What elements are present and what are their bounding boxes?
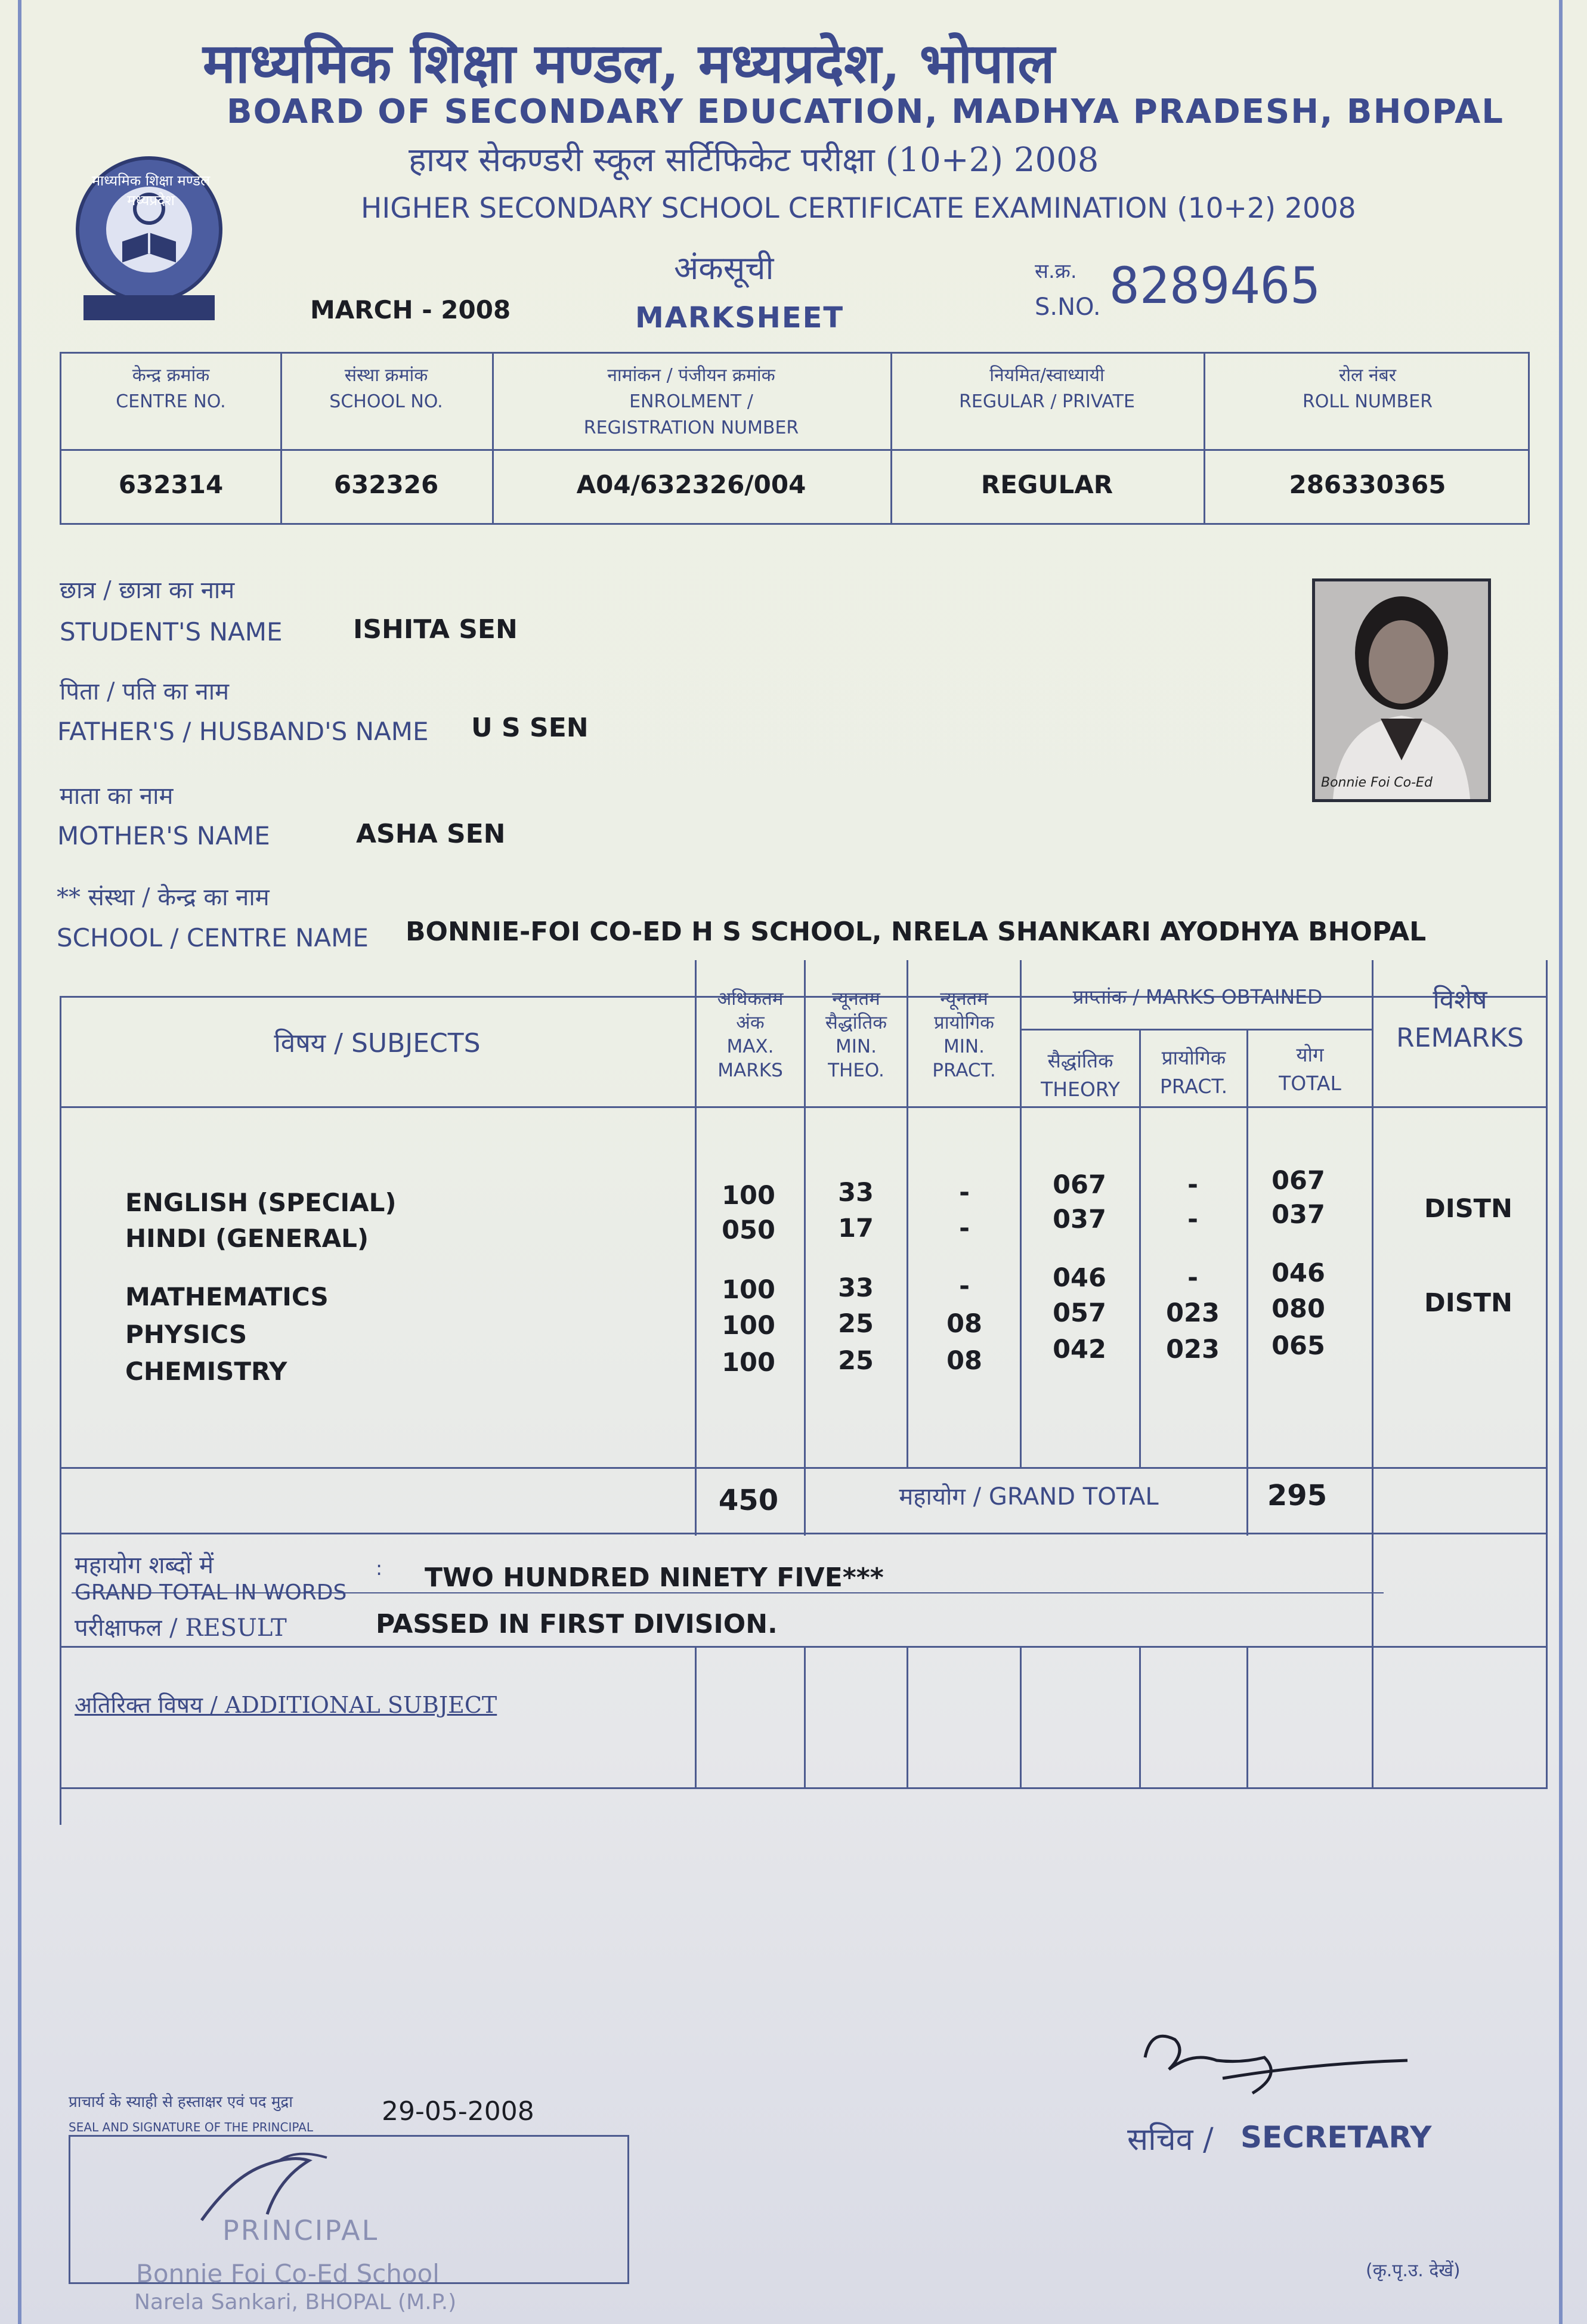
header-line: न्यूनतम xyxy=(940,988,988,1010)
theory-marks-cell: 037 xyxy=(1053,1205,1106,1234)
seal-school-name: Bonnie Foi Co-Ed School xyxy=(136,2259,440,2288)
table-grid-line xyxy=(1246,1029,1248,1536)
header-hindi: रोल नंबर xyxy=(1339,365,1396,386)
principal-signature-label-hindi: प्राचार्य के स्याही से हस्ताक्षर एवं पद मुद्रा xyxy=(69,2093,293,2111)
student-photo xyxy=(1312,578,1491,802)
min-practical-cell: 08 xyxy=(946,1309,982,1339)
table-grid-line xyxy=(1020,1646,1022,1789)
header-line: PRACT. xyxy=(1159,1075,1228,1098)
student-photo-image xyxy=(1315,581,1488,799)
board-name-english: BOARD OF SECONDARY EDUCATION, MADHYA PRADESH, BHOPAL xyxy=(227,92,1504,131)
roll-number-value: 286330365 xyxy=(1289,470,1446,499)
header-line: PRACT. xyxy=(932,1060,996,1081)
header-line: सैद्धांतिक xyxy=(1047,1049,1113,1072)
father-name-label-hindi: पिता / पति का नाम xyxy=(60,678,230,705)
overleaf-note: (कृ.पृ.उ. देखें) xyxy=(1366,2260,1461,2281)
header-hindi: नियमित/स्वाध्यायी xyxy=(989,365,1105,386)
result-value: PASSED IN FIRST DIVISION. xyxy=(376,1609,778,1639)
mother-name-label: MOTHER'S NAME xyxy=(57,821,270,850)
total-marks-cell: 037 xyxy=(1272,1200,1325,1230)
table-grid-line xyxy=(1372,960,1373,1789)
father-name: U S SEN xyxy=(471,713,589,743)
subjects-header: विषय / SUBJECTS xyxy=(274,1028,481,1059)
table-grid-line xyxy=(1139,1646,1141,1789)
marksheet-title-english: MARKSHEET xyxy=(635,301,844,335)
header-line: MARKS xyxy=(717,1060,783,1081)
table-divider xyxy=(61,449,1528,451)
header-line: अधिकतम xyxy=(717,988,784,1010)
header-line: MIN. xyxy=(836,1036,877,1057)
max-marks-cell: 100 xyxy=(722,1181,775,1211)
words-label-hindi: महायोग शब्दों में xyxy=(75,1552,214,1579)
header-hindi: संस्था क्रमांक xyxy=(344,365,428,386)
serial-number: 8289465 xyxy=(1109,256,1321,315)
table-grid-line xyxy=(60,996,61,1825)
mother-name-label-hindi: माता का नाम xyxy=(60,782,174,810)
serial-label-english: S.NO. xyxy=(1035,293,1101,321)
practical-marks-cell: 023 xyxy=(1166,1335,1220,1364)
header-line: THEORY xyxy=(1041,1078,1120,1101)
grand-total-in-words: TWO HUNDRED NINETY FIVE*** xyxy=(425,1562,884,1593)
school-no-header xyxy=(280,363,492,415)
header-line: THEO. xyxy=(828,1060,884,1081)
header-english: SCHOOL NO. xyxy=(329,391,443,412)
registration-info-table xyxy=(60,352,1530,525)
total-marks-cell: 046 xyxy=(1272,1258,1325,1288)
header-line: अंक xyxy=(736,1012,765,1033)
regular-private-header xyxy=(890,363,1204,415)
centre-no-header xyxy=(61,363,280,415)
table-grid-line xyxy=(804,1646,806,1789)
max-marks-cell: 050 xyxy=(722,1215,775,1245)
grand-total-label: महायोग / GRAND TOTAL xyxy=(899,1483,1159,1511)
theory-marks-cell: 067 xyxy=(1053,1170,1106,1200)
theory-marks-cell: 057 xyxy=(1053,1298,1106,1328)
subject-name: PHYSICS xyxy=(125,1320,248,1349)
marks-obtained-header: प्राप्तांक / MARKS OBTAINED xyxy=(1072,985,1323,1008)
school-name-label-hindi: ** संस्था / केन्द्र का नाम xyxy=(57,884,270,911)
student-name-label: STUDENT'S NAME xyxy=(60,617,283,646)
remarks-header xyxy=(1373,981,1546,1057)
secretary-signature-icon xyxy=(1133,2016,1419,2111)
min-theory-cell: 25 xyxy=(838,1309,874,1339)
min-practical-cell: - xyxy=(959,1178,970,1208)
roll-number-header xyxy=(1204,363,1532,415)
remarks-cell: DISTN xyxy=(1424,1194,1512,1224)
header-line: MAX. xyxy=(726,1036,774,1057)
header-english: REGULAR / PRIVATE xyxy=(959,391,1135,412)
result-label: परीक्षाफल / RESULT xyxy=(75,1614,287,1642)
photo-stamp: Bonnie Foi Co-Ed xyxy=(1321,775,1433,790)
total-marks-cell: 065 xyxy=(1272,1331,1325,1361)
board-name-hindi: माध्यमिक शिक्षा मण्डल, मध्यप्रदेश, भोपाल xyxy=(203,31,1055,95)
header-english: ENROLMENT / REGISTRATION NUMBER xyxy=(583,391,799,438)
min-practical-header xyxy=(908,987,1020,1082)
header-line: REMARKS xyxy=(1396,1023,1524,1053)
header-line: सैद्धांतिक xyxy=(825,1012,887,1033)
subject-name: HINDI (GENERAL) xyxy=(125,1224,369,1253)
subject-name: MATHEMATICS xyxy=(125,1282,329,1311)
father-name-label: FATHER'S / HUSBAND'S NAME xyxy=(57,717,429,746)
regular-private-value: REGULAR xyxy=(980,470,1113,499)
min-practical-cell: - xyxy=(959,1214,970,1243)
header-english: ROLL NUMBER xyxy=(1302,391,1433,412)
enrolment-value: A04/632326/004 xyxy=(576,470,806,499)
enrolment-header xyxy=(492,363,890,441)
theory-marks-cell: 046 xyxy=(1053,1263,1106,1293)
min-theory-cell: 17 xyxy=(838,1214,874,1243)
table-grid-line xyxy=(695,1646,697,1789)
header-line: प्रायोगिक xyxy=(1161,1046,1226,1069)
max-marks-cell: 100 xyxy=(722,1275,775,1305)
school-no-value: 632326 xyxy=(333,470,439,499)
max-marks-total: 450 xyxy=(718,1484,779,1517)
header-line: न्यूनतम xyxy=(832,988,880,1010)
words-label: GRAND TOTAL IN WORDS xyxy=(75,1580,347,1605)
header-hindi: केन्द्र क्रमांक xyxy=(132,365,210,386)
marksheet-title-hindi: अंकसूची xyxy=(674,249,774,287)
header-line: प्रायोगिक xyxy=(934,1012,994,1033)
additional-subject-label: अतिरिक्त विषय / ADDITIONAL SUBJECT xyxy=(75,1692,497,1718)
table-grid-line xyxy=(1020,960,1022,1467)
practical-marks-cell: - xyxy=(1187,1170,1198,1200)
min-theory-cell: 33 xyxy=(838,1178,874,1208)
theory-marks-cell: 042 xyxy=(1053,1335,1106,1364)
centre-no-value: 632314 xyxy=(118,470,224,499)
exam-name-hindi: हायर सेकण्डरी स्कूल सर्टिफिकेट परीक्षा (10+2) 2008 xyxy=(409,141,1099,180)
student-name: ISHITA SEN xyxy=(353,614,518,645)
principal-signature-label: SEAL AND SIGNATURE OF THE PRINCIPAL xyxy=(69,2120,313,2134)
max-marks-header xyxy=(697,987,804,1082)
student-name-label-hindi: छात्र / छात्रा का नाम xyxy=(60,577,235,604)
subject-name: ENGLISH (SPECIAL) xyxy=(125,1188,397,1217)
practical-marks-cell: - xyxy=(1187,1205,1198,1234)
principal-seal-box xyxy=(69,2135,629,2288)
subject-name: CHEMISTRY xyxy=(125,1357,287,1386)
practical-header xyxy=(1141,1044,1246,1101)
max-marks-cell: 100 xyxy=(722,1311,775,1341)
school-name-label: SCHOOL / CENTRE NAME xyxy=(57,923,369,952)
total-header xyxy=(1248,1041,1372,1098)
practical-marks-cell: 023 xyxy=(1166,1298,1220,1328)
min-theory-cell: 25 xyxy=(838,1346,874,1376)
practical-marks-cell: - xyxy=(1187,1263,1198,1293)
header-line: विशेष xyxy=(1433,985,1487,1015)
issue-date: 29-05-2008 xyxy=(382,2096,534,2127)
header-line: MIN. xyxy=(943,1036,985,1057)
grand-total-value: 295 xyxy=(1267,1479,1328,1512)
secretary-label-hindi: सचिव / xyxy=(1127,2122,1214,2158)
seal-address: Narela Sankari, BHOPAL (M.P.) xyxy=(134,2290,457,2314)
seal-title: PRINCIPAL xyxy=(222,2214,379,2246)
mother-name: ASHA SEN xyxy=(356,819,506,849)
total-marks-cell: 080 xyxy=(1272,1294,1325,1324)
min-practical-cell: 08 xyxy=(946,1346,982,1376)
colon: : xyxy=(376,1556,383,1580)
header-english: CENTRE NO. xyxy=(116,391,226,412)
emblem-text: माध्यमिक शिक्षा मण्डल मध्यप्रदेश xyxy=(91,172,211,209)
theory-header xyxy=(1022,1047,1139,1104)
serial-label-hindi: स.क्र. xyxy=(1035,259,1077,283)
header-hindi: नामांकन / पंजीयन क्रमांक xyxy=(607,365,775,386)
exam-name-english: HIGHER SECONDARY SCHOOL CERTIFICATE EXAMINATION (10+2) 2008 xyxy=(361,192,1356,225)
total-marks-cell: 067 xyxy=(1272,1166,1325,1196)
table-grid-line xyxy=(1246,1646,1248,1789)
secretary-label: SECRETARY xyxy=(1240,2120,1432,2155)
exam-session: MARCH - 2008 xyxy=(310,295,511,324)
header-line: योग xyxy=(1296,1043,1324,1066)
min-theory-header xyxy=(806,987,907,1082)
table-grid-line xyxy=(907,1646,908,1789)
school-name: BONNIE-FOI CO-ED H S SCHOOL, NRELA SHANKARI AYODHYA BHOPAL xyxy=(406,917,1427,947)
table-grid-line xyxy=(1020,1029,1372,1031)
header-line: TOTAL xyxy=(1279,1072,1341,1095)
table-grid-line xyxy=(1546,960,1548,1789)
max-marks-cell: 100 xyxy=(722,1348,775,1378)
remarks-cell: DISTN xyxy=(1424,1288,1512,1318)
marks-table xyxy=(60,960,1551,1825)
min-theory-cell: 33 xyxy=(838,1273,874,1303)
min-practical-cell: - xyxy=(959,1271,970,1301)
